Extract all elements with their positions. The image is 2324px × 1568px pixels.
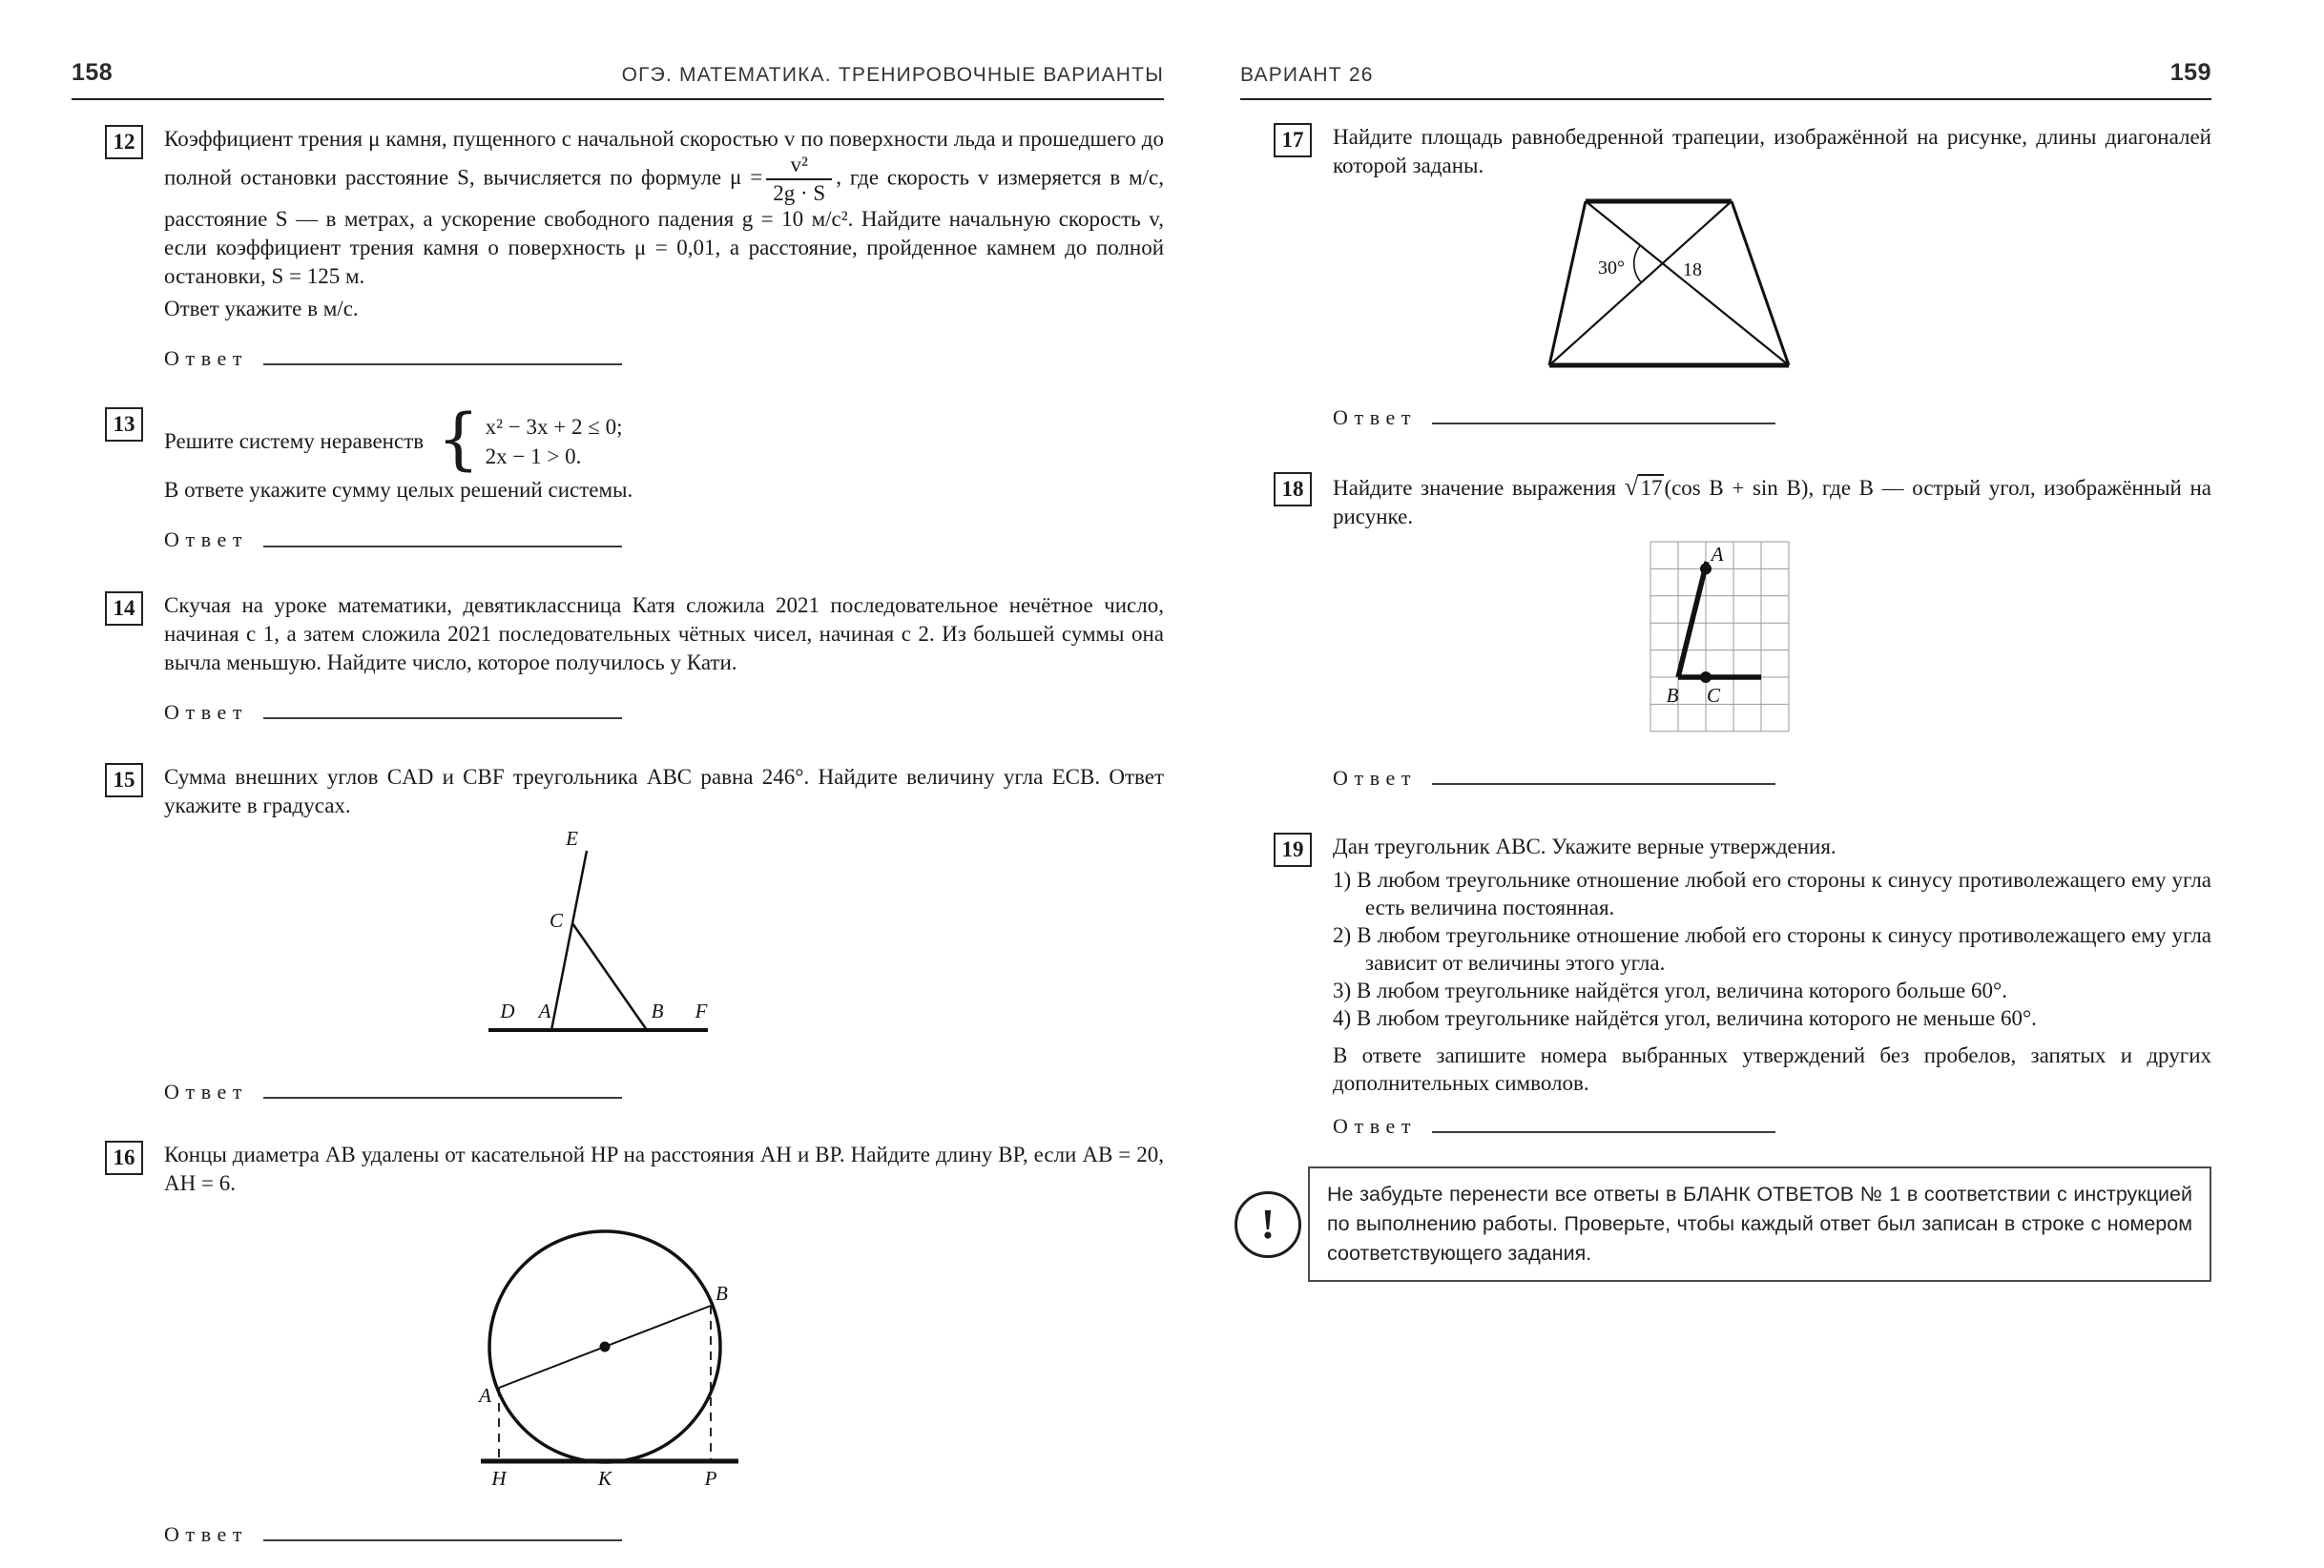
problem-15-text: Сумма внешних углов CAD и CBF треугольника ABC равна 246°. Найдите величину угла ECB. Ответ укажите в градусах. [164,764,1164,817]
problem-14-text: Скучая на уроке математики, девятиклассница Катя сложила 2021 последовательное нечётное число, начиная с 1, а затем сложила 2021 последовательных чётных чисел, начиная с 2. Из большей суммы она вычла меньшую. Найдите число, которое получилось у Кати. [164,592,1164,674]
diagonal-length: 18 [1683,259,1702,280]
point-label-P: P [704,1466,717,1490]
problem-14-number: 14 [105,591,143,626]
problem-19-number: 19 [1274,833,1312,867]
point-dot-A [1700,564,1712,575]
inequality-system: Решите систему неравенств { x² − 3x + 2 ≤ 0; 2x − 1 > 0. [164,400,623,479]
circle-tangent-figure [462,1206,1164,1499]
statement-4: 4) В любом треугольнике найдётся угол, величина которого не меньше 60°. [1333,1006,2037,1031]
point-label-C: C [1706,684,1721,708]
exclamation-icon: ! [1235,1191,1301,1258]
answer-blank-line [263,522,622,547]
problem-12-number: 12 [105,125,143,159]
point-label-H: H [491,1466,507,1490]
answer-row-16: Ответ [164,1516,1164,1549]
problem-18 [1240,472,2211,798]
problem-17-text: Найдите площадь равнобедренной трапеции, изображённой на рисунке, длины диагоналей которой заданы. [1333,125,2211,177]
problem-14 [72,591,1164,732]
answer-blank-line [263,340,622,365]
problem-19 [1240,833,2211,1145]
statement-2: 2) В любом треугольнике отношение любой его стороны к синусу противолежащего ему угла зависит от величины этого угла. [1333,923,2212,976]
problem-13-outro: В ответе укажите сумму целых решений системы. [164,478,633,503]
triangle-figure [479,828,1164,1057]
point-label-C: C [549,908,563,932]
warning-text: Не забудьте перенести все ответы в БЛАНК ОТВЕТОВ № 1 в соответствии с инструкцией по выполнению работы. Проверьте, чтобы каждый ответ был записан в строке с номером соответствующего задания. [1327,1183,2192,1266]
answer-blank-line [1432,400,1775,424]
system-brace: { [437,400,480,479]
statement-3: 3) В любом треугольнике найдётся угол, величина которого больше 60°. [1333,979,2007,1003]
problem-19-outro: В ответе запишите номера выбранных утверждений без пробелов, запятых и других дополнительных символов. [1333,1043,2211,1096]
problem-16 [72,1141,1164,1555]
angle-value: 30° [1598,258,1625,279]
answer-row-19: Ответ [1333,1108,2211,1140]
running-head-left [72,59,1164,100]
page-number-right: 159 [2169,59,2211,86]
ray-BA [1678,562,1707,677]
answer-sheet-warning [1235,1166,2211,1282]
point-label-B: B [651,999,664,1022]
problem-13 [72,400,1164,560]
problem-16-number: 16 [105,1141,143,1175]
answer-blank-line [1432,1108,1775,1133]
answer-blank-line [1432,760,1775,785]
problem-17 [1240,123,2211,438]
problem-12-text: Коэффициент трения μ камня, пущенного с начальной скоростью v по поверхности льда и прошедшего до полной остановки расстояние S, вычисляется по формуле μ = $\frac{\text{v²}}{2g \cdot S}$ , где скорость v измеряется в м/с, расстояние S — в метрах, а ускорение свободного падения g = 10 м/с². Найдите начальную скорость v, если коэффициент трения камня о поверхность μ = 0,01, а расстояние, пройденное камнем до полной остановки, S = 125 м. [164,127,1164,289]
answer-row-14: Ответ [164,694,1164,727]
point-dot-C [1700,671,1712,683]
page-right [1240,59,2211,1282]
problem-16-text: Концы диаметра AB удалены от касательной HP на расстояния AH и BP. Найдите длину BP, если AB = 20, AH = 6. [164,1142,1164,1195]
running-title-left: ОГЭ. МАТЕМАТИКА. ТРЕНИРОВОЧНЫЕ ВАРИАНТЫ [621,64,1164,86]
trapezoid-figure [1524,188,2211,382]
answer-row-18: Ответ [1333,760,2211,793]
point-label-K: K [597,1466,612,1490]
point-label-B: B [716,1281,728,1305]
friction-formula: μ = $\frac{\text{v²}}{2g \cdot S}$ , [730,153,841,206]
point-label-D: D [500,999,515,1022]
point-label-B: B [1666,684,1679,708]
answer-row-15: Ответ [164,1074,1164,1106]
page-left [72,59,1164,1555]
point-label-E: E [566,827,578,850]
point-label-A: A [538,999,551,1022]
problem-18-number: 18 [1274,472,1312,506]
inequality-2: 2x − 1 > 0. [485,444,582,469]
problem-12-units: Ответ укажите в м/с. [164,297,359,321]
problem-12 [72,125,1164,379]
answer-blank-line [263,694,622,719]
problem-15 [72,763,1164,1112]
point-label-F: F [695,999,708,1022]
angle-arc [1634,245,1642,282]
sqrt-expression: √17 [1624,472,1663,502]
answer-blank-line [263,1074,622,1099]
warning-box [1308,1166,2211,1282]
problem-18-text: Найдите значение выражения √17(cos B + sin B), где B — острый угол, изображённый на рисунке. [1333,472,2211,529]
inequality-1: x² − 3x + 2 ≤ 0; [485,415,623,440]
point-label-A: A [479,1383,491,1407]
circle-center-dot [600,1341,611,1351]
grid-angle-figure [1648,539,2211,743]
statement-1: 1) В любом треугольнике отношение любой его стороны к синусу противолежащего ему угла есть величина постоянная. [1333,868,2212,920]
answer-row-17: Ответ [1333,400,2211,432]
running-title-right: ВАРИАНТ 26 [1240,64,1374,86]
running-head-right [1240,59,2211,100]
problem-19-intro: Дан треугольник ABC. Укажите верные утверждения. [1333,835,1836,859]
answer-blank-line [263,1516,622,1541]
point-label-A: A [1711,543,1724,567]
answer-row-12 [164,340,1164,373]
answer-label: Ответ [164,346,249,371]
problem-17-number: 17 [1274,123,1312,157]
problem-13-number: 13 [105,407,143,442]
answer-row-13: Ответ [164,522,1164,554]
page-number-left: 158 [72,59,114,86]
problem-15-number: 15 [105,763,143,797]
